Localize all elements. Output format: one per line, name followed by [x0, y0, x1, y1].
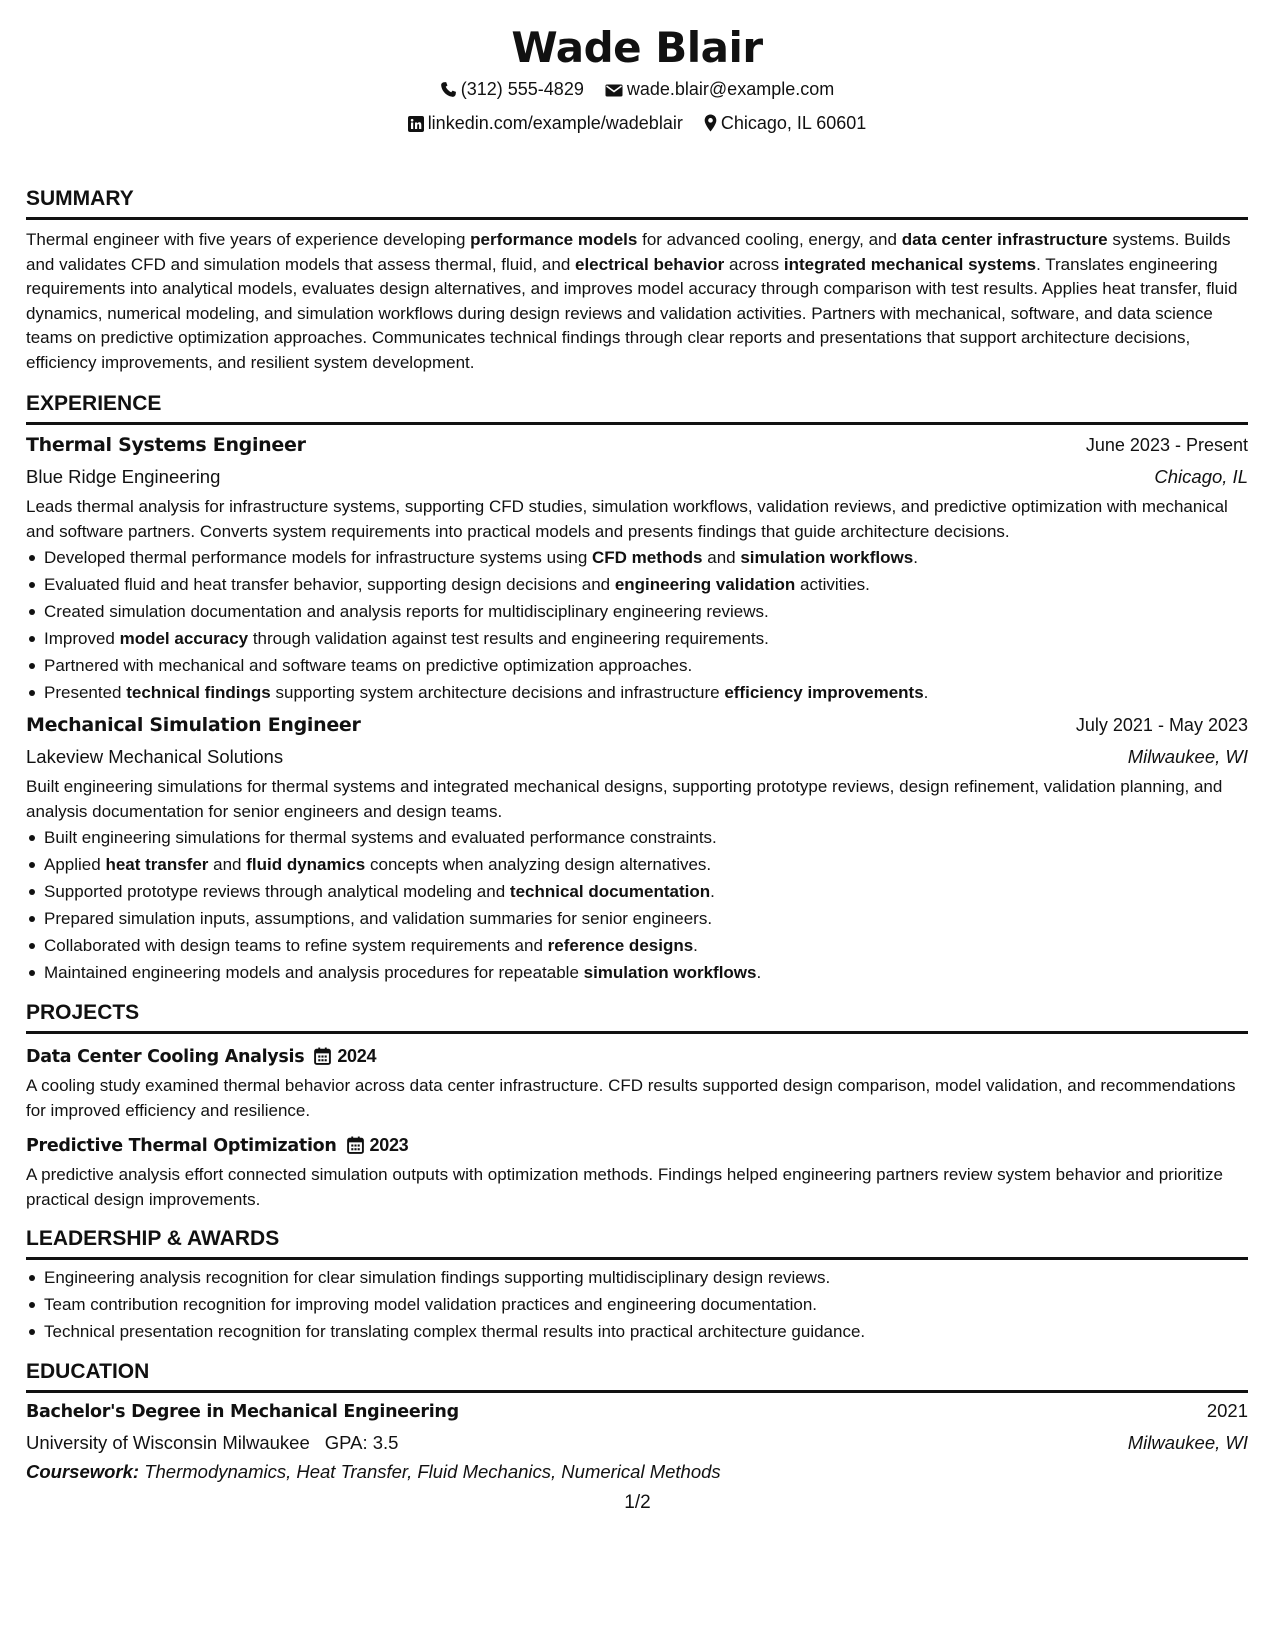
project-header [26, 1131, 1248, 1163]
bullet-text: Prepared simulation inputs, assumptions, and validation summaries for senior engineers. [44, 909, 713, 928]
email-contact[interactable] [605, 74, 834, 108]
project-description: A cooling study examined thermal behavior across data center infrastructure. CFD results supported design comparison, model validation, and recommendations for improved efficiency and resilience. [26, 1076, 1236, 1120]
summary-part: Thermal engineer with five years of experience developing [26, 230, 471, 249]
contact-line-2 [26, 108, 1248, 142]
bullet-text: concepts when analyzing design alternatives. [365, 855, 712, 874]
list-item [44, 679, 1248, 706]
bullet-text: Built engineering simulations for thermal systems and evaluated performance constraints. [44, 828, 717, 847]
list-item [44, 824, 1248, 851]
list-item [44, 598, 1248, 625]
list-item [44, 544, 1248, 571]
bullet-keyword: reference designs [547, 936, 694, 955]
bullet-text: . [913, 548, 918, 567]
gpa: GPA: 3.5 [324, 1432, 399, 1453]
leadership-section [26, 1226, 1248, 1345]
job-company: Blue Ridge Engineering [26, 466, 221, 487]
calendar-icon [347, 1135, 364, 1163]
bullet-keyword: efficiency improvements [724, 683, 924, 702]
bullet-keyword: model accuracy [119, 629, 249, 648]
summary-part: . Translates engineering requirements into analytical models, evaluates design alternatives, and improves model accuracy through comparison with test results. Applies heat transfer, fluid dynamics, numerical modeling, and simulation workflows during design reviews and validation activities. Partners with mechanical, software, and data science teams on predictive optimization approaches. Communicates technical findings through clear reports and presentations that support architecture decisions, efficiency improvements, and resilient system development. [26, 254, 1238, 372]
bullet-text: and [702, 548, 741, 567]
job-location: Chicago, IL [1154, 466, 1248, 487]
bullet-text: activities. [795, 575, 870, 594]
job-company: Lakeview Mechanical Solutions [26, 746, 284, 767]
coursework-label: Coursework: [26, 1461, 140, 1482]
list-item [44, 652, 1248, 679]
project-header [26, 1042, 1248, 1074]
bullet-text: Supported prototype reviews through analytical modeling and [44, 882, 510, 901]
school-info [26, 1428, 398, 1457]
summary-keyword: electrical behavior [575, 254, 725, 274]
job-company-row [26, 741, 1248, 772]
calendar-icon [314, 1046, 331, 1074]
resume-header [26, 0, 1248, 142]
coursework-line [26, 1457, 1248, 1486]
summary-section [26, 186, 1248, 375]
email-address: wade.blair@example.com [626, 79, 835, 99]
summary-keyword: integrated mechanical systems [783, 254, 1037, 274]
project-year: 2024 [337, 1046, 377, 1066]
bullet-keyword: simulation workflows [740, 548, 914, 567]
list-item [44, 571, 1248, 598]
phone-number: (312) 555-4829 [460, 79, 584, 99]
job-description: Leads thermal analysis for infrastructure systems, supporting CFD studies, simulation workflows, validation reviews, and predictive optimization with mechanical and software partners. Converts system requirements into practical models and presents findings that guide architecture decisions. [26, 497, 1228, 541]
list-item: Team contribution recognition for improving model validation practices and engineering documentation. [44, 1291, 1248, 1318]
summary-keyword: data center infrastructure [901, 230, 1108, 249]
bullet-text: Created simulation documentation and analysis reports for multidisciplinary engineering reviews. [44, 602, 769, 621]
list-item [44, 625, 1248, 652]
bullet-text: . [693, 936, 698, 955]
bullet-text: . [710, 882, 715, 901]
education-heading: EDUCATION [26, 1359, 1248, 1393]
job-company-row [26, 461, 1248, 492]
list-item [44, 905, 1248, 932]
list-item [44, 878, 1248, 905]
list-item [44, 932, 1248, 959]
summary-keyword: performance models [470, 230, 638, 249]
bullet-text: supporting system architecture decisions and infrastructure [270, 683, 725, 702]
project-name: Predictive Thermal Optimization [26, 1136, 337, 1156]
job-location: Milwaukee, WI [1127, 746, 1248, 767]
bullet-text: Improved [44, 629, 120, 648]
summary-part: for advanced cooling, energy, and [637, 230, 902, 249]
job-title: Mechanical Simulation Engineer [26, 714, 361, 736]
job-entry [26, 710, 1248, 986]
list-item [44, 959, 1248, 986]
phone-icon [440, 77, 457, 108]
job-entry [26, 430, 1248, 706]
awards-list [26, 1264, 1248, 1345]
job-bullets [26, 544, 1248, 706]
bullet-text: Developed thermal performance models for infrastructure systems using [44, 548, 593, 567]
linkedin-contact[interactable] [408, 108, 683, 142]
bullet-text: Collaborated with design teams to refine system requirements and [44, 936, 548, 955]
summary-part: across [724, 254, 784, 274]
bullet-text: Evaluated fluid and heat transfer behavior, supporting design decisions and [44, 575, 615, 594]
bullet-text: . [923, 683, 929, 702]
project-entry [26, 1042, 1248, 1123]
job-title-row [26, 430, 1248, 461]
leadership-heading: LEADERSHIP & AWARDS [26, 1226, 1248, 1260]
bullet-text: . [756, 963, 762, 982]
bullet-keyword: fluid dynamics [246, 855, 366, 874]
candidate-name: Wade Blair [511, 23, 763, 72]
list-item [44, 851, 1248, 878]
education-section [26, 1359, 1248, 1486]
project-entry [26, 1131, 1248, 1212]
school-location: Milwaukee, WI [1127, 1432, 1248, 1453]
experience-heading: EXPERIENCE [26, 391, 1248, 425]
job-title: Thermal Systems Engineer [26, 434, 306, 456]
bullet-text: Presented [44, 683, 127, 702]
job-dates: July 2021 - May 2023 [1075, 715, 1248, 735]
location-text: Chicago, IL 60601 [720, 113, 867, 133]
bullet-keyword: CFD methods [592, 548, 703, 567]
map-pin-icon [704, 111, 717, 142]
job-dates: June 2023 - Present [1085, 435, 1248, 455]
bullet-keyword: simulation workflows [583, 963, 757, 982]
projects-section [26, 1000, 1248, 1212]
linkedin-url: linkedin.com/example/wadeblair [427, 113, 683, 133]
experience-section [26, 391, 1248, 986]
school-row [26, 1428, 1248, 1457]
location-contact [704, 108, 866, 142]
resume-page [26, 0, 1248, 1486]
list-item: Engineering analysis recognition for clear simulation findings supporting multidisciplinary design reviews. [44, 1264, 1248, 1291]
linkedin-icon [408, 111, 424, 142]
job-bullets [26, 824, 1248, 986]
bullet-text: through validation against test results and engineering requirements. [248, 629, 769, 648]
bullet-text: Maintained engineering models and analysis procedures for repeatable [44, 963, 584, 982]
bullet-text: Partnered with mechanical and software teams on predictive optimization approaches. [44, 656, 693, 675]
summary-part: systems. Builds and validates CFD and simulation models that assess thermal, fluid, and [26, 230, 1231, 274]
list-item: Technical presentation recognition for translating complex thermal results into practical architecture guidance. [44, 1318, 1248, 1345]
coursework-list: Thermodynamics, Heat Transfer, Fluid Mechanics, Numerical Methods [144, 1461, 721, 1482]
bullet-keyword: heat transfer [105, 855, 209, 874]
envelope-icon [605, 77, 623, 108]
bullet-text: and [208, 855, 247, 874]
bullet-keyword: technical findings [126, 683, 271, 702]
job-description: Built engineering simulations for thermal systems and integrated mechanical designs, supporting prototype reviews, design refinement, validation planning, and analysis documentation for senior engineers and design teams. [26, 777, 1223, 821]
job-title-row [26, 710, 1248, 741]
page-number: 1/2 [624, 1492, 651, 1513]
contact-line-1 [26, 74, 1248, 108]
summary-text [26, 228, 1248, 375]
graduation-year: 2021 [1206, 1400, 1248, 1421]
bullet-keyword: engineering validation [614, 575, 796, 594]
project-name: Data Center Cooling Analysis [26, 1047, 305, 1067]
bullet-text: Applied [44, 855, 106, 874]
bullet-keyword: technical documentation [509, 882, 711, 901]
degree-row [26, 1395, 1248, 1428]
phone-contact [440, 74, 584, 108]
projects-heading: PROJECTS [26, 1000, 1248, 1034]
project-year: 2023 [369, 1135, 409, 1155]
project-description: A predictive analysis effort connected simulation outputs with optimization methods. Findings helped engineering partners review system behavior and prioritize practical design improvements. [26, 1165, 1223, 1209]
degree-name: Bachelor's Degree in Mechanical Engineering [26, 1402, 459, 1422]
summary-heading: SUMMARY [26, 186, 1248, 220]
school-name: University of Wisconsin Milwaukee [26, 1432, 310, 1453]
